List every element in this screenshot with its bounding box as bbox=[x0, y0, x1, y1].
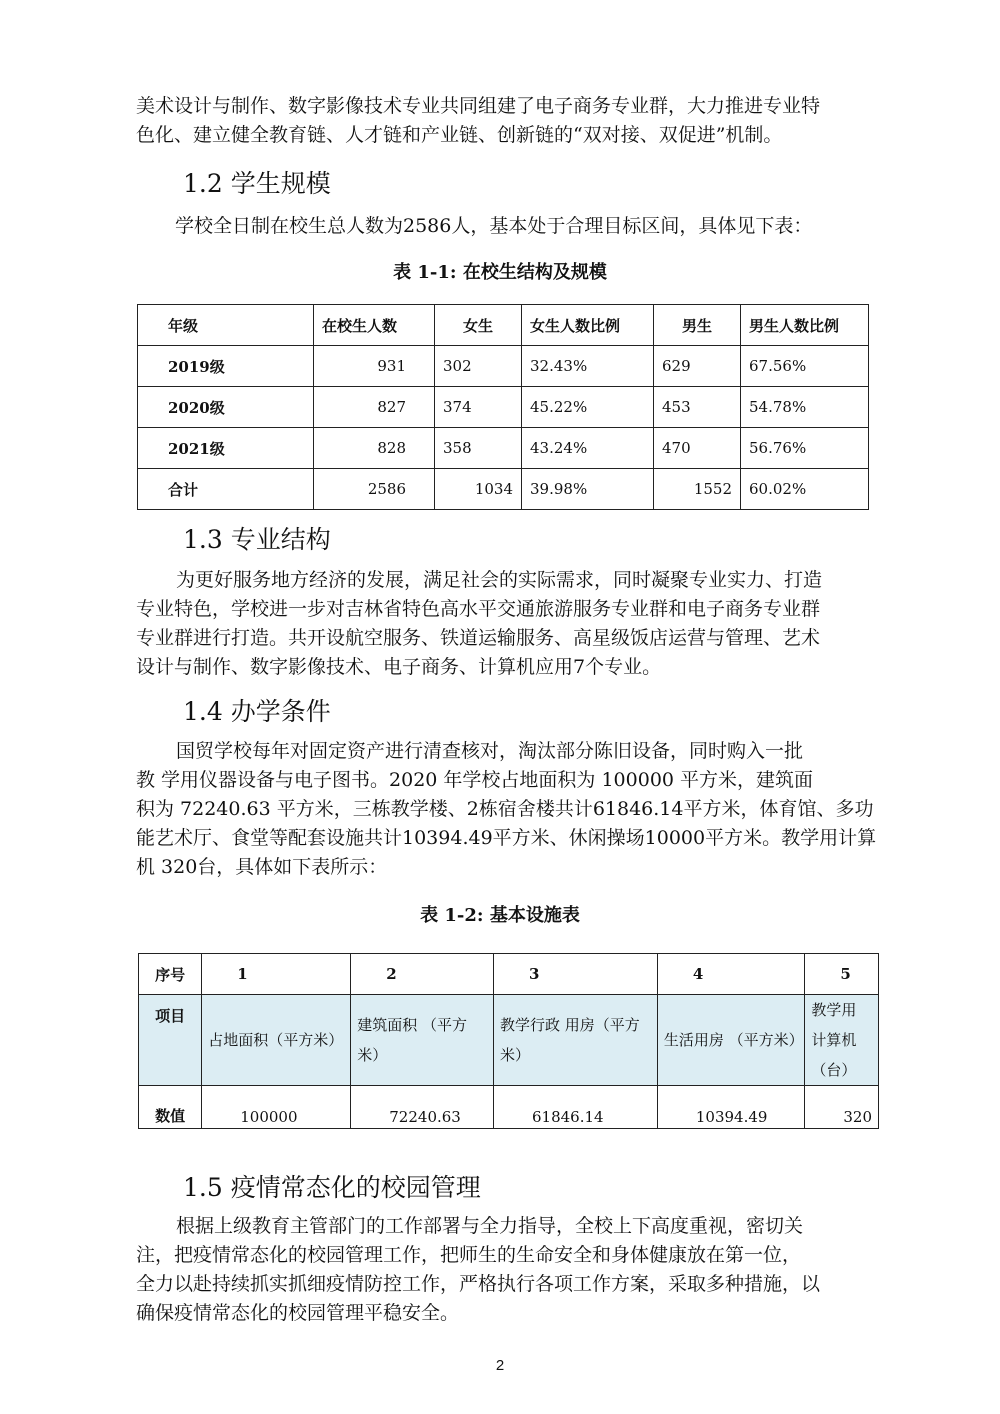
table-header-row bbox=[138, 305, 869, 346]
text-line: 美术设计与制作、数字影像技术专业共同组建了电子商务专业群，大力推进专业特 bbox=[136, 95, 821, 117]
facilities-table bbox=[138, 953, 879, 1129]
cell-value: 56.76% bbox=[741, 428, 869, 469]
cell-value: 10394.49 bbox=[657, 1086, 804, 1129]
text-line: 教 学用仪器设备与电子图书。2020 年学校占地面积为 100000 平方米，建筑面 bbox=[136, 769, 814, 791]
cell-value: 教学行政 用房（平方米） bbox=[494, 995, 658, 1086]
cell-value: 60.02% bbox=[741, 469, 869, 510]
header-cell: 男生 bbox=[654, 305, 741, 346]
cell-value: 828 bbox=[314, 428, 435, 469]
cell-value: 1 bbox=[202, 954, 351, 995]
row-label: 2020级 bbox=[138, 387, 314, 428]
cell-value: 占地面积（平方米） bbox=[202, 995, 351, 1086]
cell-value: 1034 bbox=[435, 469, 522, 510]
row-label: 2021级 bbox=[138, 428, 314, 469]
cell-value: 3 bbox=[494, 954, 658, 995]
table-row bbox=[139, 1086, 879, 1129]
text-line: 为更好服务地方经济的发展，满足社会的实际需求，同时凝聚专业实力、打造 bbox=[176, 569, 823, 591]
table-row bbox=[139, 995, 879, 1086]
text-line: 积为 72240.63 平方米，三栋教学楼、2栋宿舍楼共计61846.14平方米，体育馆、多功 bbox=[136, 798, 874, 820]
section-heading-1-4: 1.4 办学条件 bbox=[183, 697, 331, 726]
cell-value: 2 bbox=[351, 954, 494, 995]
cell-value: 931 bbox=[314, 346, 435, 387]
cell-value: 470 bbox=[654, 428, 741, 469]
header-cell: 女生人数比例 bbox=[522, 305, 654, 346]
cell-value: 61846.14 bbox=[494, 1086, 658, 1129]
cell-value: 629 bbox=[654, 346, 741, 387]
cell-value: 教学用 计算机（台） bbox=[805, 995, 879, 1086]
header-cell: 年级 bbox=[138, 305, 314, 346]
cell-value: 4 bbox=[657, 954, 804, 995]
section-heading-1-2: 1.2 学生规模 bbox=[183, 169, 331, 198]
text-line: 确保疫情常态化的校园管理平稳安全。 bbox=[136, 1302, 460, 1324]
cell-value: 374 bbox=[435, 387, 522, 428]
student-scale-table bbox=[137, 304, 869, 510]
row-label: 合计 bbox=[138, 469, 314, 510]
cell-value: 302 bbox=[435, 346, 522, 387]
header-cell: 在校生人数 bbox=[314, 305, 435, 346]
cell-value: 生活用房 （平方米） bbox=[657, 995, 804, 1086]
cell-value: 72240.63 bbox=[351, 1086, 494, 1129]
section-1-4-paragraph bbox=[136, 737, 877, 882]
cell-value: 5 bbox=[805, 954, 879, 995]
text-line: 机 320台，具体如下表所示： bbox=[136, 856, 388, 878]
cell-value: 320 bbox=[805, 1086, 879, 1129]
section-1-2-paragraph: 学校全日制在校生总人数为2586人，基本处于合理目标区间，具体见下表： bbox=[175, 215, 813, 237]
cell-value: 827 bbox=[314, 387, 435, 428]
table-row bbox=[138, 428, 869, 469]
section-1-5-paragraph bbox=[136, 1212, 866, 1328]
page-number: 2 bbox=[495, 1357, 505, 1374]
table-row bbox=[138, 346, 869, 387]
header-cell: 女生 bbox=[435, 305, 522, 346]
text-line: 国贸学校每年对固定资产进行清查核对，淘汰部分陈旧设备，同时购入一批 bbox=[176, 740, 804, 762]
row-label: 2019级 bbox=[138, 346, 314, 387]
text-line: 色化、建立健全教育链、人才链和产业链、创新链的“双对接、双促进”机制。 bbox=[136, 124, 783, 146]
section-1-3-paragraph bbox=[136, 566, 866, 682]
cell-value: 358 bbox=[435, 428, 522, 469]
cell-value: 建筑面积 （平方米） bbox=[351, 995, 494, 1086]
text-line: 根据上级教育主管部门的工作部署与全力指导，全校上下高度重视，密切关 bbox=[176, 1215, 804, 1237]
cell-value: 45.22% bbox=[522, 387, 654, 428]
cell-value: 100000 bbox=[202, 1086, 351, 1129]
text-line: 设计与制作、数字影像技术、电子商务、计算机应用7个专业。 bbox=[136, 656, 662, 678]
cell-value: 43.24% bbox=[522, 428, 654, 469]
text-line: 专业特色，学校进一步对吉林省特色高水平交通旅游服务专业群和电子商务专业群 bbox=[136, 598, 821, 620]
cell-value: 54.78% bbox=[741, 387, 869, 428]
cell-value: 453 bbox=[654, 387, 741, 428]
cell-value: 39.98% bbox=[522, 469, 654, 510]
table-row bbox=[139, 954, 879, 995]
text-line: 能艺术厅、食堂等配套设施共计10394.49平方米、休闲操场10000平方米。教学用计算 bbox=[136, 827, 877, 849]
table-row bbox=[138, 387, 869, 428]
text-line: 全力以赴持续抓实抓细疫情防控工作，严格执行各项工作方案，采取多种措施，以 bbox=[136, 1273, 821, 1295]
section-heading-1-5: 1.5 疫情常态化的校园管理 bbox=[183, 1173, 481, 1202]
row-label: 序号 bbox=[139, 954, 202, 995]
row-label: 项目 bbox=[139, 995, 202, 1086]
cell-value: 2586 bbox=[314, 469, 435, 510]
intro-paragraph bbox=[136, 92, 866, 150]
cell-value: 1552 bbox=[654, 469, 741, 510]
cell-value: 67.56% bbox=[741, 346, 869, 387]
row-label: 数值 bbox=[139, 1086, 202, 1129]
cell-value: 32.43% bbox=[522, 346, 654, 387]
table-1-1-caption: 表 1-1: 在校生结构及规模 bbox=[393, 262, 607, 283]
table-row bbox=[138, 469, 869, 510]
table-1-2-caption: 表 1-2: 基本设施表 bbox=[420, 905, 580, 926]
text-line: 专业群进行打造。共开设航空服务、铁道运输服务、高星级饭店运营与管理、艺术 bbox=[136, 627, 821, 649]
header-cell: 男生人数比例 bbox=[741, 305, 869, 346]
section-heading-1-3: 1.3 专业结构 bbox=[183, 525, 331, 554]
text-line: 注，把疫情常态化的校园管理工作，把师生的生命安全和身体健康放在第一位， bbox=[136, 1244, 802, 1266]
